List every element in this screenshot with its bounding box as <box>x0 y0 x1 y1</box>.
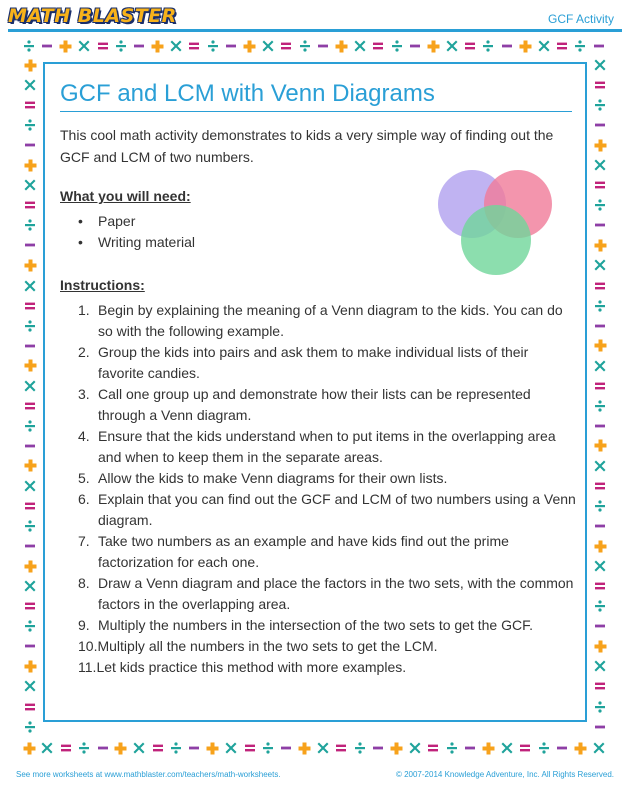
step-text: Let kids practice this method with more examples. <box>96 659 407 675</box>
step-text: Explain that you can find out the GCF and LCM of two numbers using a Venn diagram. <box>98 491 576 528</box>
times-icon <box>353 39 367 53</box>
list-item <box>78 615 578 636</box>
equals-icon <box>96 39 110 53</box>
minus-icon <box>23 238 37 252</box>
times-icon <box>23 279 37 293</box>
logo-text: MATH BLASTER <box>8 5 177 27</box>
divide-icon <box>445 741 459 755</box>
step-number: 9. <box>78 617 90 633</box>
minus-icon <box>40 39 54 53</box>
list-item <box>78 468 578 489</box>
minus-icon <box>592 39 606 53</box>
minus-icon <box>316 39 330 53</box>
needs-heading: What you will need: <box>60 188 191 204</box>
step-text: Ensure that the kids understand when to put items in the overlapping area and when to keep them in the separate areas. <box>98 428 556 465</box>
equals-icon <box>371 39 385 53</box>
divide-icon <box>593 700 607 714</box>
border-bottom <box>22 740 606 756</box>
step-number: 1. <box>78 302 90 318</box>
times-icon <box>132 741 146 755</box>
divide-icon <box>22 39 36 53</box>
step-text: Draw a Venn diagram and place the factors in the two sets, with the common factors in the overlapping area. <box>98 575 574 612</box>
equals-icon <box>279 39 293 53</box>
step-text: Multiply all the numbers in the two sets to get the LCM. <box>97 638 438 654</box>
minus-icon <box>593 319 607 333</box>
equals-icon <box>593 78 607 92</box>
times-icon <box>261 39 275 53</box>
minus-icon <box>593 619 607 633</box>
minus-icon <box>23 639 37 653</box>
list-item <box>78 300 578 342</box>
list-item: • Writing material <box>78 232 195 253</box>
equals-icon <box>593 279 607 293</box>
minus-icon <box>593 720 607 734</box>
divide-icon <box>593 599 607 613</box>
list-item <box>78 531 578 573</box>
equals-icon <box>593 579 607 593</box>
divide-icon <box>23 419 37 433</box>
minus-icon <box>23 138 37 152</box>
divide-icon <box>573 39 587 53</box>
times-icon <box>593 459 607 473</box>
minus-icon <box>23 339 37 353</box>
minus-icon <box>463 741 477 755</box>
page-title: GCF and LCM with Venn Diagrams <box>60 80 435 107</box>
plus-icon <box>22 741 36 755</box>
venn-diagram-illustration <box>436 168 556 280</box>
plus-icon <box>334 39 348 53</box>
minus-icon <box>555 741 569 755</box>
equals-icon <box>23 599 37 613</box>
plus-icon <box>23 158 37 172</box>
times-icon <box>593 659 607 673</box>
list-item <box>78 342 578 384</box>
equals-icon <box>59 741 73 755</box>
times-icon <box>23 679 37 693</box>
times-icon <box>169 39 183 53</box>
list-item <box>78 573 578 615</box>
plus-icon <box>23 659 37 673</box>
equals-icon <box>23 299 37 313</box>
plus-icon <box>23 258 37 272</box>
plus-icon <box>390 741 404 755</box>
minus-icon <box>371 741 385 755</box>
equals-icon <box>23 499 37 513</box>
list-item <box>78 636 578 657</box>
equals-icon <box>334 741 348 755</box>
step-number: 10. <box>78 638 98 654</box>
plus-icon <box>426 39 440 53</box>
minus-icon <box>500 39 514 53</box>
list-item <box>78 489 578 531</box>
divide-icon <box>23 319 37 333</box>
equals-icon <box>426 741 440 755</box>
plus-icon <box>23 58 37 72</box>
divide-icon <box>169 741 183 755</box>
instructions-list <box>78 300 578 678</box>
times-icon <box>316 741 330 755</box>
equals-icon <box>23 198 37 212</box>
minus-icon <box>187 741 201 755</box>
equals-icon <box>23 98 37 112</box>
plus-icon <box>573 741 587 755</box>
footer-link-text: See more worksheets at www.mathblaster.com/teachers/math-worksheets. <box>16 770 281 779</box>
divide-icon <box>390 39 404 53</box>
plus-icon <box>518 39 532 53</box>
border-right <box>592 58 608 734</box>
venn-circle-bottom <box>461 205 531 275</box>
times-icon <box>23 479 37 493</box>
intro-text: This cool math activity demonstrates to kids a very simple way of finding out the GCF and LCM of two numbers. <box>60 127 554 165</box>
equals-icon <box>187 39 201 53</box>
divide-icon <box>77 741 91 755</box>
plus-icon <box>243 39 257 53</box>
border-top <box>22 38 606 54</box>
divide-icon <box>261 741 275 755</box>
title-underline <box>60 111 572 112</box>
step-number: 7. <box>78 533 90 549</box>
list-item <box>78 657 578 678</box>
minus-icon <box>132 39 146 53</box>
times-icon <box>500 741 514 755</box>
divide-icon <box>298 39 312 53</box>
equals-icon <box>593 178 607 192</box>
minus-icon <box>593 218 607 232</box>
times-icon <box>408 741 422 755</box>
step-number: 3. <box>78 386 90 402</box>
divide-icon <box>593 198 607 212</box>
divide-icon <box>23 619 37 633</box>
plus-icon <box>593 138 607 152</box>
step-number: 2. <box>78 344 90 360</box>
times-icon <box>537 39 551 53</box>
plus-icon <box>593 539 607 553</box>
step-text: Begin by explaining the meaning of a Venn diagram to the kids. You can do so with the following example. <box>98 302 563 339</box>
list-item <box>78 426 578 468</box>
plus-icon <box>23 359 37 373</box>
step-text: Call one group up and demonstrate how their lists can be represented through a Venn diagram. <box>98 386 531 423</box>
times-icon <box>593 58 607 72</box>
plus-icon <box>151 39 165 53</box>
minus-icon <box>593 118 607 132</box>
equals-icon <box>243 741 257 755</box>
divide-icon <box>537 741 551 755</box>
times-icon <box>23 379 37 393</box>
times-icon <box>593 158 607 172</box>
equals-icon <box>518 741 532 755</box>
list-item <box>78 384 578 426</box>
step-number: 8. <box>78 575 90 591</box>
activity-tag: GCF Activity <box>547 12 614 26</box>
step-text: Take two numbers as an example and have kids find out the prime factorization for each one. <box>98 533 509 570</box>
minus-icon <box>23 539 37 553</box>
step-text: Allow the kids to make Venn diagrams for their own lists. <box>98 470 448 486</box>
divide-icon <box>23 118 37 132</box>
divide-icon <box>23 519 37 533</box>
math-blaster-logo <box>8 3 186 29</box>
footer-copyright: © 2007-2014 Knowledge Adventure, Inc. All Rights Reserved. <box>395 770 614 779</box>
divide-icon <box>593 499 607 513</box>
plus-icon <box>593 238 607 252</box>
step-text: Multiply the numbers in the intersection of the two sets to get the GCF. <box>98 617 533 633</box>
plus-icon <box>481 741 495 755</box>
step-number: 6. <box>78 491 90 507</box>
equals-icon <box>593 679 607 693</box>
minus-icon <box>593 419 607 433</box>
equals-icon <box>555 39 569 53</box>
minus-icon <box>224 39 238 53</box>
divide-icon <box>593 98 607 112</box>
plus-icon <box>206 741 220 755</box>
minus-icon <box>96 741 110 755</box>
minus-icon <box>23 439 37 453</box>
equals-icon <box>463 39 477 53</box>
divide-icon <box>481 39 495 53</box>
plus-icon <box>114 741 128 755</box>
divide-icon <box>353 741 367 755</box>
plus-icon <box>59 39 73 53</box>
divide-icon <box>593 299 607 313</box>
step-text: Group the kids into pairs and ask them to make individual lists of their favorite candies. <box>98 344 529 381</box>
divide-icon <box>206 39 220 53</box>
times-icon <box>23 579 37 593</box>
needs-list <box>78 211 195 253</box>
plus-icon <box>593 439 607 453</box>
plus-icon <box>298 741 312 755</box>
equals-icon <box>23 700 37 714</box>
step-number: 4. <box>78 428 90 444</box>
times-icon <box>23 78 37 92</box>
plus-icon <box>593 639 607 653</box>
divide-icon <box>593 399 607 413</box>
header-divider <box>8 29 622 32</box>
times-icon <box>224 741 238 755</box>
step-number: 5. <box>78 470 90 486</box>
border-left <box>22 58 38 734</box>
list-item: • Paper <box>78 211 195 232</box>
plus-icon <box>593 339 607 353</box>
equals-icon <box>593 479 607 493</box>
times-icon <box>593 559 607 573</box>
divide-icon <box>23 218 37 232</box>
step-number: 11. <box>78 659 97 675</box>
times-icon <box>77 39 91 53</box>
equals-icon <box>151 741 165 755</box>
minus-icon <box>408 39 422 53</box>
divide-icon <box>114 39 128 53</box>
times-icon <box>593 258 607 272</box>
times-icon <box>593 359 607 373</box>
equals-icon <box>593 379 607 393</box>
minus-icon <box>279 741 293 755</box>
divide-icon <box>23 720 37 734</box>
plus-icon <box>23 559 37 573</box>
times-icon <box>592 741 606 755</box>
times-icon <box>40 741 54 755</box>
equals-icon <box>23 399 37 413</box>
times-icon <box>445 39 459 53</box>
instructions-heading: Instructions: <box>60 277 145 293</box>
plus-icon <box>23 459 37 473</box>
times-icon <box>23 178 37 192</box>
minus-icon <box>593 519 607 533</box>
